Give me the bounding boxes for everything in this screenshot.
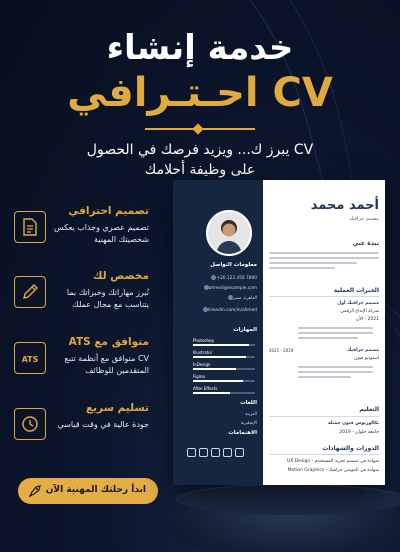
cv-preview: [173, 180, 385, 485]
hero-subtitle-line2: على وظيفة أحلامك: [144, 162, 256, 178]
exp-date: 2021 - 2019: [269, 348, 294, 353]
pedestal-top: [175, 484, 400, 515]
ats-icon: [14, 342, 46, 374]
education-degree: بكالوريوس فنون جميلة: [327, 421, 379, 426]
skill-bar-fill: [193, 368, 236, 370]
clock-icon: [14, 408, 46, 440]
exp-role: مصمم جرافيك: [347, 348, 379, 353]
book-icon: [199, 448, 208, 457]
feature-desc: تصميم عصري وجذاب يعكس شخصيتك المهنية: [53, 223, 149, 244]
start-journey-button[interactable]: [18, 478, 158, 504]
cv-name: أحمد محمد: [310, 198, 379, 213]
contact-linkedin: linkedin.com/in/ahmed: [200, 307, 257, 313]
cv-main: [263, 180, 385, 485]
divider: [269, 296, 379, 297]
contact-email: ahmed@example.com: [201, 285, 257, 291]
skill-bar-fill: [193, 344, 249, 346]
feature-title: مخصص لك: [92, 270, 149, 282]
feature-desc: نُبرز مهاراتك وخبراتك بما يتناسب مع مجال عملك: [66, 288, 149, 309]
hero-subtitle-line1: CV يبرز ك... ويزيد فرصك في الحصول: [86, 142, 314, 158]
music-icon: [211, 448, 220, 457]
feature-design: [14, 205, 149, 263]
contact-heading: معلومات التواصل: [210, 262, 257, 268]
sport-icon: [235, 448, 244, 457]
contact-location: القاهرة، مصر: [225, 295, 257, 301]
pencil-icon: [14, 276, 46, 308]
skill-bar-fill: [193, 356, 246, 358]
skill-bar-fill: [193, 380, 243, 382]
exp-company: استوديو فنون: [354, 356, 379, 361]
contact-phone: +20 123 456 7890: [208, 275, 257, 281]
cta-label: ابدأ رحلتك المهنية الآن: [45, 485, 146, 495]
hero-title-line1: خدمة إنشاء: [106, 28, 294, 68]
skill-bar: [193, 380, 255, 382]
exp-role: مصمم جرافيك أول: [337, 301, 379, 306]
skill-name: After Effects: [193, 386, 218, 391]
education-school: جامعة حلوان - 2019: [339, 430, 379, 435]
skill-name: Illustrator: [193, 350, 213, 355]
camera-icon: [187, 448, 196, 457]
feature-desc: جودة عالية في وقت قياسي: [57, 420, 149, 429]
languages-heading: اللغات: [240, 400, 257, 406]
avatar: [206, 210, 252, 256]
cv-job-title: مصمم جرافيك: [348, 216, 379, 222]
feature-title: تصميم احترافي: [68, 205, 149, 217]
cv-sidebar: [173, 180, 263, 485]
feature-title: متوافق مع ATS: [68, 336, 149, 348]
hero-title-line2: CV احـتـرافي: [67, 70, 333, 116]
exp-bullets: [298, 366, 373, 381]
skill-bar: [193, 392, 255, 394]
exp-date: 2021 - الآن: [355, 317, 379, 322]
feature-desc: CV متوافق مع أنظمة تتبع المتقدمين للوظائف: [64, 354, 149, 375]
exp-company: شركة الإبداع الرقمي: [340, 309, 379, 314]
experience-heading: الخبرات العملية: [333, 287, 379, 294]
document-icon: [14, 211, 46, 243]
feature-ats: [14, 336, 149, 394]
skill-bar-fill: [193, 392, 230, 394]
feature-custom: [14, 270, 149, 328]
course-item: شهادة في الموشن جرافيك - Motion Graphics: [287, 468, 379, 473]
skill-name: Figma: [193, 374, 206, 379]
course-item: شهادة في تصميم تجربة المستخدم - UX Design: [286, 459, 379, 464]
exp-bullets: [298, 327, 373, 342]
skill-bar: [193, 356, 255, 358]
skills-heading: المهارات: [233, 327, 257, 333]
education-heading: التعليم: [359, 406, 379, 413]
skill-name: Photoshop: [193, 338, 215, 343]
svg-text:ATS: ATS: [21, 355, 39, 364]
travel-icon: [223, 448, 232, 457]
courses-heading: الدورات والشهادات: [322, 445, 379, 452]
language-item: الإنجليزية: [240, 421, 257, 426]
divider: [269, 416, 379, 417]
divider: [269, 454, 379, 455]
about-text-lines: [269, 252, 379, 272]
skill-name: InDesign: [193, 362, 211, 367]
feature-title: تسليم سريع: [85, 402, 149, 414]
about-heading: نبذة عني: [352, 240, 379, 247]
title-divider: [145, 128, 255, 130]
skill-bar: [193, 368, 255, 370]
hobby-icons: [187, 442, 259, 450]
feature-fast: [14, 402, 149, 460]
language-item: العربية: [245, 412, 257, 417]
skill-bar: [193, 344, 255, 346]
hobbies-heading: الاهتمامات: [228, 430, 257, 436]
rocket-icon: [28, 484, 42, 498]
